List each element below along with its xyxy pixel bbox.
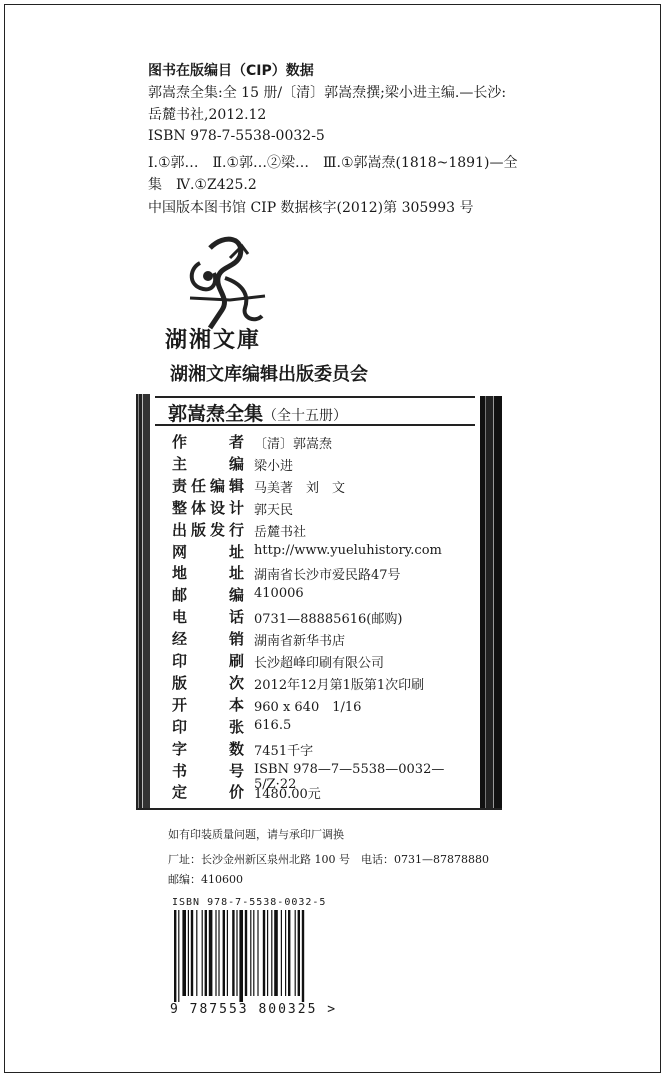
detail-label: 出 版 发 行 bbox=[172, 520, 244, 539]
detail-value: 岳麓书社 bbox=[254, 524, 307, 540]
detail-row bbox=[172, 584, 472, 606]
detail-row bbox=[172, 672, 472, 694]
cip-line: 集 Ⅳ.①Z425.2 bbox=[148, 177, 257, 193]
detail-value: 梁小进 bbox=[254, 458, 294, 474]
detail-row bbox=[172, 453, 472, 475]
book-title bbox=[168, 399, 347, 426]
print-notice: 如有印装质量问题，请与承印厂调换 bbox=[168, 828, 344, 841]
detail-value: 410006 bbox=[254, 586, 304, 602]
detail-value: 7451千字 bbox=[254, 743, 314, 759]
detail-label: 邮 编 bbox=[172, 586, 244, 605]
detail-value: 湖南省长沙市爱民路47号 bbox=[254, 568, 401, 584]
detail-row bbox=[172, 781, 472, 803]
cip-line: Ⅰ.①郭… Ⅱ.①郭…②梁… Ⅲ.①郭嵩焘(1818~1891)—全 bbox=[148, 155, 518, 171]
detail-row bbox=[172, 650, 472, 672]
detail-value: 马美著 刘 文 bbox=[254, 480, 346, 496]
detail-row bbox=[172, 738, 472, 760]
detail-row bbox=[172, 562, 472, 584]
detail-label: 主 编 bbox=[172, 454, 244, 473]
detail-label: 印 刷 bbox=[172, 652, 244, 670]
cip-line: 岳麓书社,2012.12 bbox=[148, 107, 267, 123]
book-subtitle: （全十五册） bbox=[263, 408, 348, 424]
logo-text: 湖湘文庫 bbox=[165, 328, 262, 353]
detail-label: 网 址 bbox=[172, 542, 244, 561]
factory-postcode: 邮编：410600 bbox=[168, 873, 243, 886]
detail-row bbox=[172, 541, 472, 563]
barcode-icon bbox=[172, 910, 312, 1002]
detail-value: 长沙超峰印刷有限公司 bbox=[254, 656, 385, 671]
detail-label: 版 次 bbox=[172, 673, 244, 692]
detail-label: 字 数 bbox=[172, 739, 244, 758]
committee-name: 湖湘文库编辑出版委员会 bbox=[170, 364, 368, 385]
detail-value: 0731—88885616(邮购) bbox=[254, 612, 403, 628]
detail-label: 地 址 bbox=[172, 564, 244, 583]
detail-label: 电 话 bbox=[172, 608, 244, 627]
detail-label: 作 者 bbox=[172, 433, 244, 451]
detail-row bbox=[172, 606, 472, 628]
detail-label: 责 任 编 辑 bbox=[172, 476, 244, 495]
detail-row bbox=[172, 760, 472, 792]
detail-value: 616.5 bbox=[254, 717, 292, 733]
decorative-bar-right bbox=[480, 396, 502, 810]
factory-address: 厂址：长沙金州新区泉州北路 100 号 电话：0731—87878880 bbox=[168, 853, 489, 866]
detail-row bbox=[172, 628, 472, 650]
book-title-main: 郭嵩焘全集 bbox=[168, 403, 264, 425]
cip-line: 郭嵩焘全集:全 15 册/〔清〕郭嵩焘撰;梁小进主编.—长沙: bbox=[148, 85, 507, 101]
cip-heading: 图书在版编目（CIP）数据 bbox=[148, 63, 314, 79]
divider bbox=[136, 808, 502, 810]
detail-value: 1480.00元 bbox=[254, 787, 321, 803]
detail-row bbox=[172, 694, 472, 716]
barcode-digits: 9 787553 800325 > bbox=[170, 1002, 338, 1017]
detail-value: 湖南省新华书店 bbox=[254, 634, 346, 650]
detail-value: 〔清〕郭嵩焘 bbox=[254, 437, 333, 452]
detail-row bbox=[172, 497, 472, 519]
barcode-isbn: ISBN 978-7-5538-0032-5 bbox=[172, 897, 327, 908]
detail-label: 书 号 bbox=[172, 761, 244, 780]
decorative-bar-left bbox=[136, 394, 150, 810]
detail-label: 经 销 bbox=[172, 630, 244, 649]
detail-label: 印 张 bbox=[172, 717, 244, 736]
detail-label: 定 价 bbox=[172, 783, 244, 802]
divider bbox=[155, 396, 475, 398]
detail-label: 开 本 bbox=[172, 695, 244, 714]
detail-value: http://www.yueluhistory.com bbox=[254, 542, 442, 558]
detail-row bbox=[172, 716, 472, 738]
cip-line: 中国版本图书馆 CIP 数据核字(2012)第 305993 号 bbox=[148, 200, 474, 216]
detail-row bbox=[172, 431, 472, 453]
detail-row bbox=[172, 475, 472, 497]
cip-isbn-line: ISBN 978-7-5538-0032-5 bbox=[148, 128, 325, 144]
detail-value: ISBN 978—7—5538—0032—5/Z·22 bbox=[254, 761, 445, 792]
detail-value: 2012年12月第1版第1次印刷 bbox=[254, 677, 425, 693]
detail-label: 整 体 设 计 bbox=[172, 498, 244, 517]
detail-value: 960 x 640 1/16 bbox=[254, 699, 362, 715]
detail-row bbox=[172, 519, 472, 541]
detail-value: 郭天民 bbox=[254, 502, 294, 518]
